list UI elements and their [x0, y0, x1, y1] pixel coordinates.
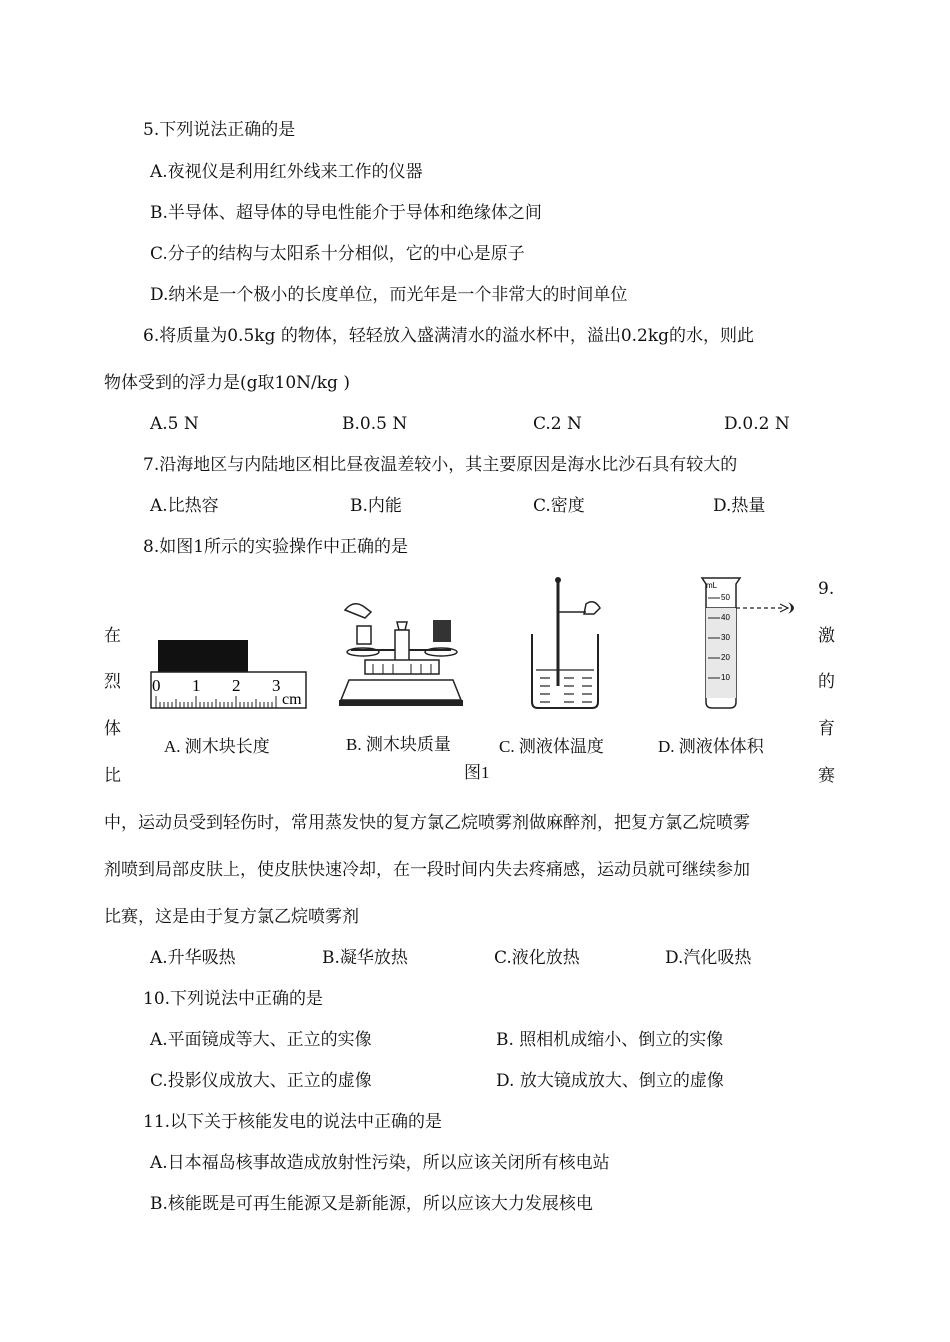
- q9-option-c: C.液化放热: [494, 948, 580, 968]
- q8-stem: 8.如图1所示的实验操作中正确的是: [143, 537, 409, 557]
- q9-line2: 剂喷到局部皮肤上，使皮肤快速冷却，在一段时间内失去疼痛感，运动员就可继续参加: [104, 860, 750, 880]
- q5-option-b: B.半导体、超导体的导电性能介于导体和绝缘体之间: [150, 203, 542, 223]
- q6-option-d: D.0.2 N: [724, 414, 790, 434]
- balance-figure: [335, 598, 467, 710]
- cylinder-tick-label: 40: [721, 613, 730, 622]
- balance-foot: [339, 700, 463, 706]
- cylinder-tick-label: 30: [721, 633, 730, 642]
- liquid-lines: [536, 670, 594, 702]
- q10-option-b: B. 照相机成缩小、倒立的实像: [496, 1030, 724, 1050]
- q10-option-a: A.平面镜成等大、正立的实像: [150, 1030, 372, 1050]
- ruler-unit: cm: [282, 691, 302, 708]
- cylinder-unit: mL: [706, 581, 718, 590]
- q7-option-a: A.比热容: [150, 496, 219, 516]
- q9-left-char: 在: [104, 626, 121, 646]
- q9-right-char: 激: [818, 626, 835, 646]
- q11-stem: 11.以下关于核能发电的说法中正确的是: [143, 1112, 443, 1132]
- q7-option-d: D.热量: [713, 496, 766, 516]
- q9-right-char: 赛: [818, 766, 835, 786]
- q9-left-char: 比: [104, 766, 121, 786]
- q10-option-c: C.投影仪成放大、正立的虚像: [150, 1071, 372, 1091]
- graduated-cylinder-figure: [696, 574, 806, 710]
- q9-right-char: 育: [818, 719, 835, 739]
- q6-option-c: C.2 N: [533, 414, 582, 434]
- q9-right-char: 的: [818, 672, 835, 692]
- q9-left-char: 体: [104, 719, 121, 739]
- ruler-tick-label: 2: [232, 676, 241, 695]
- q5-option-c: C.分子的结构与太阳系十分相似，它的中心是原子: [150, 244, 525, 264]
- caption-c: C. 测液体温度: [499, 737, 604, 756]
- cylinder-tick-label: 10: [721, 673, 730, 682]
- q9-option-a: A.升华吸热: [150, 948, 236, 968]
- q9-left-char: 烈: [104, 672, 121, 692]
- caption-b: B. 测木块质量: [346, 735, 451, 754]
- q6-stem-line2: 物体受到的浮力是(g取10N/kg ): [104, 373, 350, 393]
- ruler-tick-label: 3: [272, 676, 281, 695]
- figure-caption: 图1: [464, 763, 490, 782]
- q7-option-c: C.密度: [533, 496, 585, 516]
- thermometer-beaker-figure: [528, 574, 610, 710]
- ruler-figure: [148, 636, 313, 714]
- block-on-pan: [433, 620, 451, 642]
- q6-option-a: A.5 N: [150, 414, 199, 434]
- q9-right-char: 9.: [818, 579, 835, 599]
- q7-stem: 7.沿海地区与内陆地区相比昼夜温差较小，其主要原因是海水比沙石具有较大的: [143, 455, 738, 475]
- cylinder-tick-label: 50: [721, 593, 730, 602]
- q9-line3: 比赛，这是由于复方氯乙烷喷雾剂: [104, 907, 359, 927]
- q6-stem-line1: 6.将质量为0.5kg 的物体，轻轻放入盛满清水的溢水杯中，溢出0.2kg的水，则此: [143, 326, 755, 346]
- q5-stem: 5.下列说法正确的是: [143, 120, 296, 140]
- q10-stem: 10.下列说法中正确的是: [143, 989, 324, 1009]
- q9-line1: 中，运动员受到轻伤时，常用蒸发快的复方氯乙烷喷雾剂做麻醉剂，把复方氯乙烷喷雾: [104, 813, 750, 833]
- wood-block: [158, 640, 248, 672]
- weight-icon: [357, 626, 371, 644]
- hand-icon: [345, 604, 371, 618]
- q7-option-b: B.内能: [350, 496, 402, 516]
- balance-scale-bar: [365, 660, 439, 674]
- ruler-tick-label: 1: [192, 676, 201, 695]
- q11-option-b: B.核能既是可再生能源又是新能源，所以应该大力发展核电: [150, 1194, 593, 1214]
- q5-option-a: A.夜视仪是利用红外线来工作的仪器: [150, 162, 423, 182]
- q9-option-d: D.汽化吸热: [665, 948, 752, 968]
- q6-option-b: B.0.5 N: [342, 414, 408, 434]
- q9-option-b: B.凝华放热: [322, 948, 408, 968]
- q10-option-d: D. 放大镜成放大、倒立的虚像: [496, 1071, 724, 1091]
- hand-icon: [584, 602, 600, 614]
- caption-d: D. 测液体体积: [658, 737, 764, 756]
- thermometer-top: [555, 577, 561, 583]
- caption-a: A. 测木块长度: [164, 737, 270, 756]
- cylinder-tick-label: 20: [721, 653, 730, 662]
- balance-pointer-top: [397, 622, 407, 630]
- q11-option-a: A.日本福岛核事故造成放射性污染，所以应该关闭所有核电站: [150, 1153, 610, 1173]
- balance-base: [341, 680, 461, 700]
- beaker: [532, 634, 598, 708]
- ruler-tick-label: 0: [152, 676, 161, 695]
- q5-option-d: D.纳米是一个极小的长度单位，而光年是一个非常大的时间单位: [150, 285, 628, 305]
